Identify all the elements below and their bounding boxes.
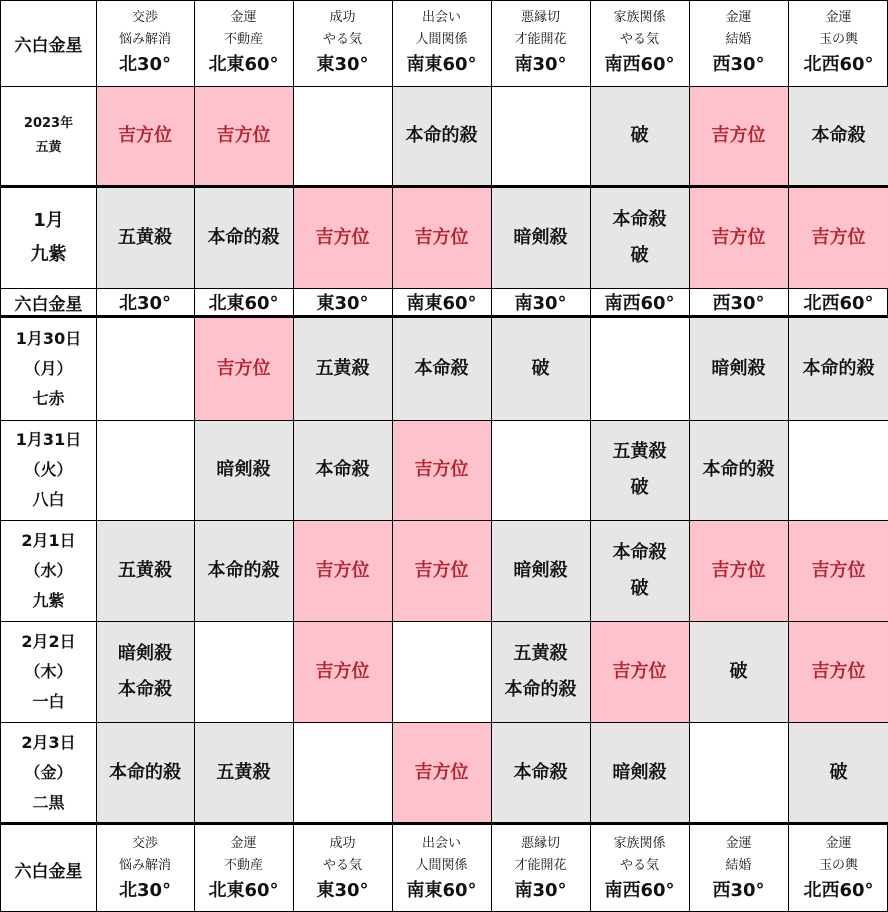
cell-text: 破: [630, 577, 649, 599]
cell-text: 五黄殺: [118, 227, 172, 248]
mid-header-title: 六白金星: [14, 294, 83, 315]
cell-text: 五黄殺: [612, 441, 667, 462]
purpose-label: 悪縁切: [520, 10, 560, 25]
cell-text: 吉方位: [711, 227, 766, 248]
row-label: [1, 722, 96, 823]
direction-header: [689, 826, 788, 912]
direction-label: 南西60°: [604, 54, 675, 75]
direction-label: 北東60°: [208, 293, 279, 314]
grid-line: [788, 0, 789, 912]
lucky-direction-cell: [689, 520, 788, 621]
row-label: [1, 86, 96, 186]
cell-text: 本命的殺: [702, 459, 775, 480]
cell-text: 破: [531, 358, 550, 379]
direction-label: 南東60°: [406, 54, 477, 75]
direction-cell: [689, 318, 788, 420]
grid-line: [1, 822, 888, 825]
purpose-label: 家族関係: [613, 10, 666, 25]
grid-line: [1, 315, 888, 318]
purpose-label: やる気: [619, 32, 659, 47]
direction-cell: [689, 621, 788, 722]
grid-line: [590, 0, 591, 912]
lucky-direction-cell: [392, 722, 491, 823]
direction-header: [194, 0, 293, 86]
cell-text: 破: [630, 125, 649, 146]
purpose-label: 才能開花: [514, 32, 567, 47]
row-label: [1, 520, 96, 621]
cell-text: 本命殺: [811, 125, 866, 146]
purpose-label: 結婚: [725, 32, 752, 47]
direction-label: 北30°: [118, 293, 172, 314]
lucky-direction-cell: [293, 188, 392, 288]
row-label: [1, 420, 96, 520]
lucky-direction-cell: [689, 86, 788, 186]
direction-label: 南東60°: [406, 880, 477, 901]
purpose-label: 悪縁切: [520, 836, 560, 851]
lucky-direction-cell: [293, 621, 392, 722]
cell-text: 吉方位: [315, 227, 370, 248]
direction-header: [293, 0, 392, 86]
direction-cell: [590, 420, 689, 520]
cell-text: 暗剣殺: [216, 459, 271, 480]
direction-header: [590, 0, 689, 86]
direction-cell: [788, 318, 888, 420]
purpose-label: 金運: [230, 836, 257, 851]
grid-line: [1, 0, 888, 1]
direction-cell: [392, 621, 491, 722]
grid-line: [1, 722, 888, 723]
lucky-direction-cell: [96, 86, 194, 186]
cell-text: 本命殺: [118, 678, 172, 700]
grid-line: [689, 0, 690, 912]
direction-header: [293, 826, 392, 912]
cell-text: 本命的殺: [207, 559, 280, 581]
cell-text: 本命的殺: [405, 125, 478, 146]
grid-line: [1, 520, 888, 521]
cell-text: 本命殺: [414, 358, 469, 379]
row-label-line: 五黄: [35, 140, 62, 155]
cell-text: 本命的殺: [207, 227, 280, 248]
purpose-label: 金運: [725, 10, 752, 25]
row-label-line: 七赤: [32, 389, 65, 408]
direction-cell: [194, 520, 293, 621]
direction-header: [491, 826, 590, 912]
direction-label: 南30°: [514, 880, 567, 901]
direction-cell: [96, 722, 194, 823]
direction-label: 北東60°: [208, 54, 279, 75]
direction-cell: [491, 420, 590, 520]
header-title: 六白金星: [14, 35, 83, 56]
row-label: [1, 621, 96, 722]
direction-label: 南30°: [514, 293, 567, 314]
direction-cell: [788, 420, 888, 520]
lucky-direction-cell: [689, 188, 788, 288]
purpose-label: 金運: [825, 836, 852, 851]
cell-text: 吉方位: [414, 227, 469, 248]
purpose-label: 家族関係: [613, 836, 666, 851]
cell-text: 吉方位: [315, 660, 370, 682]
direction-cell: [392, 318, 491, 420]
grid-line: [1, 185, 888, 188]
cell-text: 本命的殺: [802, 358, 875, 379]
cell-text: 五黄殺: [216, 761, 271, 783]
purpose-label: やる気: [322, 858, 362, 873]
cell-text: 吉方位: [216, 125, 271, 146]
direction-cell: [194, 420, 293, 520]
grid-line: [491, 0, 492, 912]
lucky-direction-cell: [194, 318, 293, 420]
direction-cell: [293, 420, 392, 520]
direction-cell: [96, 420, 194, 520]
cell-text: 暗剣殺: [513, 559, 568, 581]
cell-text: 五黄殺: [315, 358, 370, 379]
direction-cell: [788, 86, 888, 186]
row-label-line: 1月30日: [15, 329, 82, 348]
direction-cell: [194, 722, 293, 823]
cell-text: 破: [829, 761, 848, 783]
direction-cell: [689, 722, 788, 823]
direction-label: 北30°: [118, 54, 172, 75]
grid-line: [194, 0, 195, 912]
cell-text: 吉方位: [315, 559, 370, 581]
direction-cell: [96, 520, 194, 621]
grid-line: [1, 420, 888, 421]
purpose-label: 才能開花: [514, 858, 567, 873]
direction-cell: [491, 188, 590, 288]
lucky-direction-cell: [392, 420, 491, 520]
cell-text: 吉方位: [811, 227, 866, 248]
header-title: 六白金星: [14, 861, 83, 882]
purpose-label: 出会い: [421, 836, 461, 851]
direction-label: 北西60°: [803, 293, 874, 314]
purpose-label: 金運: [725, 836, 752, 851]
lucky-direction-cell: [194, 86, 293, 186]
direction-header: [392, 826, 491, 912]
cell-text: 暗剣殺: [118, 642, 172, 664]
cell-text: 吉方位: [711, 559, 766, 581]
row-label-line: （火）: [24, 460, 73, 479]
direction-cell: [96, 318, 194, 420]
direction-cell: [590, 86, 689, 186]
purpose-label: 人間関係: [415, 858, 468, 873]
purpose-label: 不動産: [223, 32, 263, 47]
row-label-line: 九紫: [32, 590, 65, 610]
cell-text: 五黄殺: [118, 559, 172, 581]
purpose-label: 成功: [329, 10, 356, 25]
grid-line: [392, 0, 393, 912]
row-label-line: （木）: [24, 661, 73, 681]
direction-label: 北東60°: [208, 880, 279, 901]
cell-text: 本命殺: [612, 209, 667, 230]
direction-cell: [96, 188, 194, 288]
row-label-line: 八白: [32, 490, 65, 509]
cell-text: 本命的殺: [504, 678, 577, 700]
row-label-line: （水）: [24, 560, 73, 580]
lucky-direction-cell: [392, 520, 491, 621]
purpose-label: 玉の輿: [818, 858, 858, 873]
grid-line: [1, 86, 888, 87]
direction-cell: [194, 621, 293, 722]
purpose-label: 金運: [825, 10, 852, 25]
row-label: [1, 318, 96, 420]
lucky-direction-cell: [788, 188, 888, 288]
cell-text: 吉方位: [414, 761, 469, 783]
row-label-line: 2023年: [23, 116, 74, 131]
direction-cell: [590, 722, 689, 823]
direction-label: 西30°: [712, 293, 765, 314]
row-label-line: （月）: [24, 359, 73, 378]
direction-header: [194, 826, 293, 912]
cell-text: 吉方位: [216, 358, 271, 379]
purpose-label: 結婚: [725, 858, 752, 873]
direction-cell: [491, 621, 590, 722]
cell-text: 吉方位: [811, 660, 866, 682]
purpose-label: 悩み解消: [118, 858, 171, 873]
direction-label: 南西60°: [604, 293, 675, 314]
row-label-line: 1月: [33, 210, 64, 231]
direction-cell: [491, 318, 590, 420]
direction-cell: [491, 722, 590, 823]
direction-label: 東30°: [316, 54, 369, 75]
direction-header: [96, 0, 194, 86]
cell-text: 五黄殺: [513, 642, 568, 664]
cell-text: 破: [729, 660, 748, 682]
cell-text: 本命的殺: [109, 761, 181, 783]
direction-label: 北西60°: [803, 880, 874, 901]
cell-text: 暗剣殺: [612, 761, 667, 783]
direction-label: 西30°: [712, 880, 765, 901]
row-label-line: （金）: [24, 762, 73, 782]
lucky-direction-cell: [788, 621, 888, 722]
row-label-line: 九紫: [30, 244, 67, 265]
direction-label: 南西60°: [604, 880, 675, 901]
cell-text: 吉方位: [118, 125, 172, 146]
purpose-label: 出会い: [421, 10, 461, 25]
cell-text: 吉方位: [711, 125, 766, 146]
row-label-line: 2月2日: [21, 631, 76, 651]
direction-header: [96, 826, 194, 912]
cell-text: 暗剣殺: [513, 227, 568, 248]
direction-cell: [293, 86, 392, 186]
purpose-label: やる気: [322, 32, 362, 47]
direction-label: 南30°: [514, 54, 567, 75]
direction-header: [491, 0, 590, 86]
direction-label: 北30°: [118, 880, 172, 901]
cell-text: 本命殺: [315, 459, 370, 480]
direction-header: [788, 0, 888, 86]
cell-text: 吉方位: [612, 660, 667, 682]
direction-label: 東30°: [316, 880, 369, 901]
cell-text: 破: [630, 477, 649, 498]
purpose-label: 人間関係: [415, 32, 468, 47]
direction-cell: [96, 621, 194, 722]
cell-text: 本命殺: [513, 761, 568, 783]
purpose-label: 悩み解消: [118, 32, 171, 47]
direction-label: 北西60°: [803, 54, 874, 75]
grid-line: [1, 621, 888, 622]
direction-cell: [194, 188, 293, 288]
cell-text: 本命殺: [612, 541, 667, 563]
purpose-label: 成功: [329, 836, 356, 851]
direction-cell: [590, 520, 689, 621]
grid-line: [293, 0, 294, 912]
purpose-label: 交渉: [131, 10, 158, 25]
cell-text: 吉方位: [414, 459, 469, 480]
purpose-label: 交渉: [131, 836, 158, 851]
direction-header: [689, 0, 788, 86]
purpose-label: 玉の輿: [818, 32, 858, 47]
lucky-direction-cell: [293, 520, 392, 621]
row-label-line: 1月31日: [15, 430, 82, 449]
cell-text: 暗剣殺: [711, 358, 766, 379]
row-label-line: 2月3日: [21, 732, 76, 752]
direction-cell: [293, 722, 392, 823]
direction-cell: [590, 188, 689, 288]
direction-cell: [491, 86, 590, 186]
direction-cell: [590, 318, 689, 420]
grid-line: [1, 288, 888, 289]
cell-text: 吉方位: [811, 559, 866, 581]
direction-cell: [392, 86, 491, 186]
direction-cell: [491, 520, 590, 621]
cell-text: 吉方位: [414, 559, 469, 581]
cell-text: 破: [630, 245, 649, 266]
purpose-label: 金運: [230, 10, 257, 25]
direction-header: [392, 0, 491, 86]
lucky-direction-cell: [392, 188, 491, 288]
purpose-label: やる気: [619, 858, 659, 873]
row-label-line: 2月1日: [21, 530, 76, 550]
direction-label: 南東60°: [406, 293, 477, 314]
direction-cell: [293, 318, 392, 420]
lucky-direction-cell: [590, 621, 689, 722]
direction-label: 西30°: [712, 54, 765, 75]
direction-label: 東30°: [316, 293, 369, 314]
direction-header: [788, 826, 888, 912]
purpose-label: 不動産: [223, 858, 263, 873]
row-label: [1, 188, 96, 288]
row-label-line: 二黒: [32, 792, 65, 812]
direction-header: [590, 826, 689, 912]
row-label-line: 一白: [32, 691, 65, 711]
grid-line: [96, 0, 97, 912]
direction-cell: [689, 420, 788, 520]
direction-cell: [788, 722, 888, 823]
lucky-direction-cell: [788, 520, 888, 621]
